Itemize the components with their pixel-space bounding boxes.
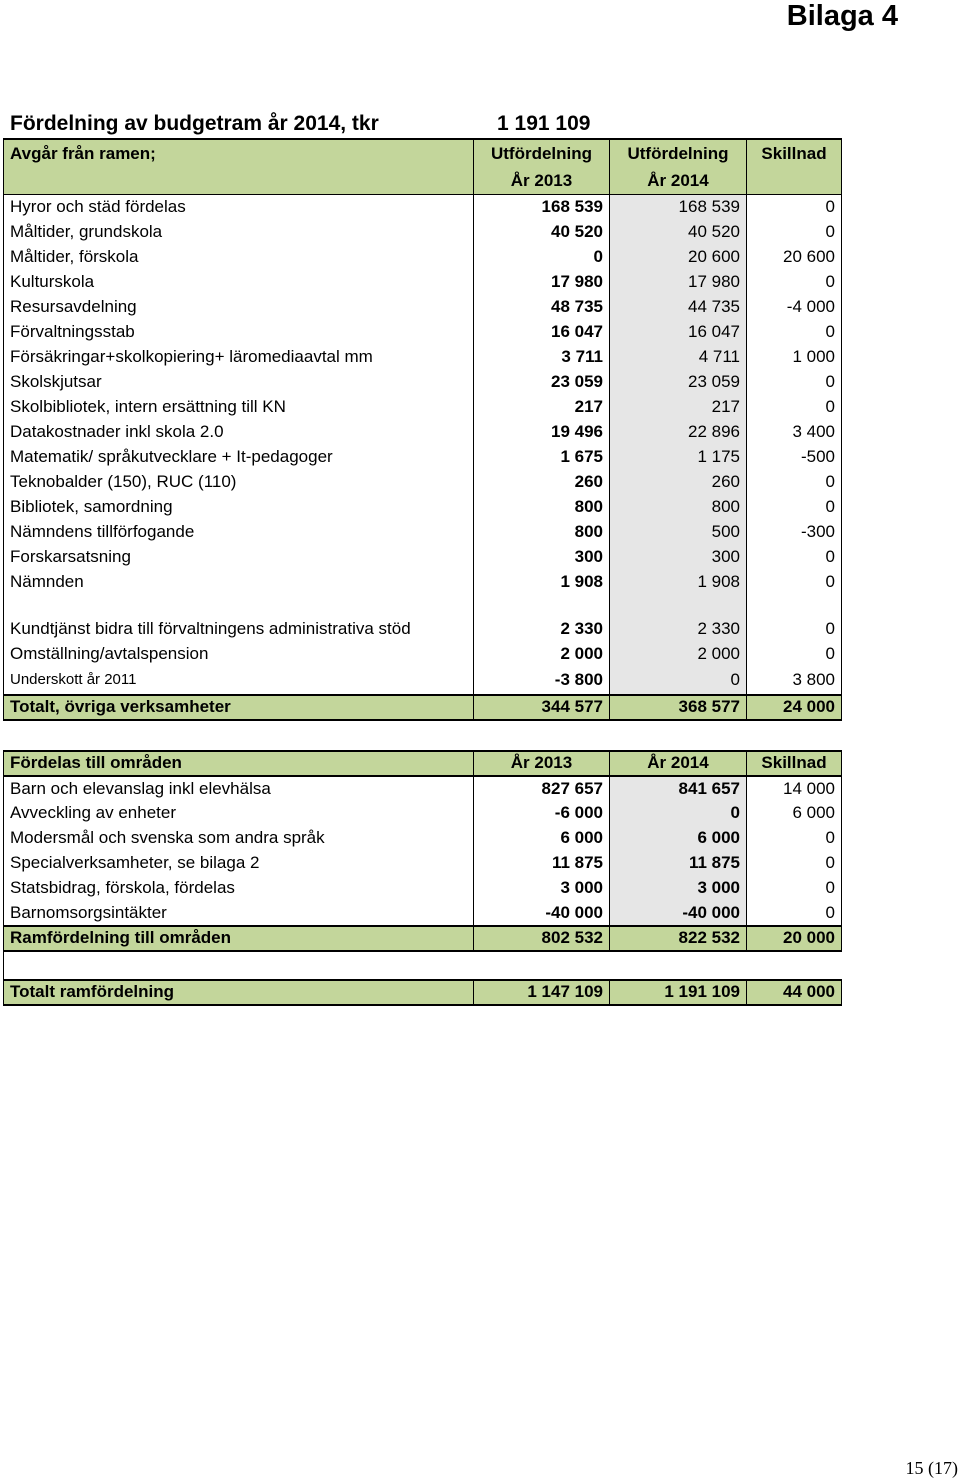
row-label: Datakostnader inkl skola 2.0 bbox=[4, 420, 474, 445]
cell-2014: 217 bbox=[610, 395, 747, 420]
cell-2014: 300 bbox=[610, 545, 747, 570]
row-label: Förvaltningsstab bbox=[4, 320, 474, 345]
cell-2014: 1 908 bbox=[610, 570, 747, 595]
row-label: Nämnden bbox=[4, 570, 474, 595]
cell-2013: 300 bbox=[474, 545, 610, 570]
cell-2013: 2 330 bbox=[474, 595, 610, 642]
row-label: Totalt, övriga verksamheter bbox=[4, 695, 474, 720]
table-row bbox=[4, 495, 842, 520]
cell-diff: -4 000 bbox=[747, 295, 842, 320]
cell-diff: 20 600 bbox=[747, 245, 842, 270]
cell-diff: 3 400 bbox=[747, 420, 842, 445]
grand-total-row bbox=[4, 980, 842, 1005]
row-label: Nämndens tillförfogande bbox=[4, 520, 474, 545]
cell-2013: 17 980 bbox=[474, 270, 610, 295]
area-distribution-table bbox=[3, 750, 842, 1006]
cell-diff: 0 bbox=[747, 642, 842, 667]
cell-2014: 0 bbox=[610, 801, 747, 826]
cell-2013: 802 532 bbox=[474, 926, 610, 951]
cell-2013: 217 bbox=[474, 395, 610, 420]
cell-diff: 3 800 bbox=[747, 667, 842, 695]
header-col-2013: Utfördelning År 2013 bbox=[474, 139, 610, 195]
header-col-2014: Utfördelning År 2014 bbox=[610, 139, 747, 195]
cell-2013: 800 bbox=[474, 520, 610, 545]
cell-2014: 0 bbox=[610, 667, 747, 695]
cell-diff: 0 bbox=[747, 195, 842, 220]
row-label: Matematik/ språkutvecklare + It-pedagoger bbox=[4, 445, 474, 470]
header-label: Fördelas till områden bbox=[4, 751, 474, 776]
cell-2013: 0 bbox=[474, 245, 610, 270]
cell-2014: 22 896 bbox=[610, 420, 747, 445]
cell-2014: 168 539 bbox=[610, 195, 747, 220]
cell-2013: 3 711 bbox=[474, 345, 610, 370]
cell-2013: 40 520 bbox=[474, 220, 610, 245]
cell-2014: 6 000 bbox=[610, 826, 747, 851]
total-row bbox=[4, 695, 842, 720]
budget-total: 1 191 109 bbox=[497, 112, 591, 135]
cell-2013: 11 875 bbox=[474, 851, 610, 876]
allocation-table bbox=[3, 138, 842, 721]
appendix-label: Bilaga 4 bbox=[786, 0, 898, 32]
table-row bbox=[4, 345, 842, 370]
table-row bbox=[4, 570, 842, 595]
table-row bbox=[4, 270, 842, 295]
cell-2013: 48 735 bbox=[474, 295, 610, 320]
table-row bbox=[4, 642, 842, 667]
cell-diff: 0 bbox=[747, 851, 842, 876]
cell-diff: -500 bbox=[747, 445, 842, 470]
cell-2013: 1 675 bbox=[474, 445, 610, 470]
row-label: Teknobalder (150), RUC (110) bbox=[4, 470, 474, 495]
header-col-diff: Skillnad bbox=[747, 751, 842, 776]
cell-2014: 40 520 bbox=[610, 220, 747, 245]
cell-2014: 822 532 bbox=[610, 926, 747, 951]
cell-2014: 1 175 bbox=[610, 445, 747, 470]
row-label: Hyror och städ fördelas bbox=[4, 195, 474, 220]
row-label: Modersmål och svenska som andra språk bbox=[4, 826, 474, 851]
row-label: Underskott år 2011 bbox=[4, 667, 474, 695]
row-label: Kundtjänst bidra till förvaltningens administrativa stöd bbox=[4, 595, 474, 642]
cell-2014: 500 bbox=[610, 520, 747, 545]
cell-diff: 0 bbox=[747, 395, 842, 420]
cell-diff: 0 bbox=[747, 220, 842, 245]
cell-2014: 20 600 bbox=[610, 245, 747, 270]
cell-2013: -6 000 bbox=[474, 801, 610, 826]
cell-2013: 1 908 bbox=[474, 570, 610, 595]
cell-2014: 4 711 bbox=[610, 345, 747, 370]
cell-2014: 17 980 bbox=[610, 270, 747, 295]
table-row bbox=[4, 445, 842, 470]
table-row bbox=[4, 901, 842, 926]
cell-diff: 0 bbox=[747, 495, 842, 520]
cell-2013: -3 800 bbox=[474, 667, 610, 695]
cell-diff: 44 000 bbox=[747, 980, 842, 1005]
table-row bbox=[4, 370, 842, 395]
cell-2014: 800 bbox=[610, 495, 747, 520]
table-row bbox=[4, 667, 842, 695]
cell-2013: 6 000 bbox=[474, 826, 610, 851]
row-label: Barn och elevanslag inkl elevhälsa bbox=[4, 776, 474, 801]
cell-2014: 2 330 bbox=[610, 595, 747, 642]
table-row bbox=[4, 395, 842, 420]
row-label: Forskarsatsning bbox=[4, 545, 474, 570]
table-row bbox=[4, 545, 842, 570]
cell-2014: 1 191 109 bbox=[610, 980, 747, 1005]
spacer-row bbox=[4, 951, 842, 980]
cell-2013: 344 577 bbox=[474, 695, 610, 720]
row-label: Totalt ramfördelning bbox=[4, 980, 474, 1005]
row-label: Kulturskola bbox=[4, 270, 474, 295]
header-col-2013: År 2013 bbox=[474, 751, 610, 776]
row-label: Måltider, grundskola bbox=[4, 220, 474, 245]
row-label: Specialverksamheter, se bilaga 2 bbox=[4, 851, 474, 876]
cell-2014: 368 577 bbox=[610, 695, 747, 720]
cell-diff: 0 bbox=[747, 320, 842, 345]
cell-2014: -40 000 bbox=[610, 901, 747, 926]
cell-2014: 11 875 bbox=[610, 851, 747, 876]
cell-diff: 0 bbox=[747, 826, 842, 851]
cell-diff: 1 000 bbox=[747, 345, 842, 370]
row-label: Resursavdelning bbox=[4, 295, 474, 320]
table-row bbox=[4, 295, 842, 320]
cell-diff: -300 bbox=[747, 520, 842, 545]
row-label: Skolskjutsar bbox=[4, 370, 474, 395]
cell-diff: 0 bbox=[747, 545, 842, 570]
cell-diff: 14 000 bbox=[747, 776, 842, 801]
cell-diff: 0 bbox=[747, 595, 842, 642]
cell-diff: 24 000 bbox=[747, 695, 842, 720]
cell-2013: 19 496 bbox=[474, 420, 610, 445]
table-row bbox=[4, 320, 842, 345]
cell-2013: 800 bbox=[474, 495, 610, 520]
cell-2014: 44 735 bbox=[610, 295, 747, 320]
cell-2013: 260 bbox=[474, 470, 610, 495]
cell-2013: 3 000 bbox=[474, 876, 610, 901]
row-label: Skolbibliotek, intern ersättning till KN bbox=[4, 395, 474, 420]
cell-diff: 0 bbox=[747, 270, 842, 295]
cell-diff: 0 bbox=[747, 876, 842, 901]
cell-2014: 2 000 bbox=[610, 642, 747, 667]
cell-2014: 23 059 bbox=[610, 370, 747, 395]
row-label: Försäkringar+skolkopiering+ läromediaavtal mm bbox=[4, 345, 474, 370]
cell-2013: 16 047 bbox=[474, 320, 610, 345]
cell-2013: 827 657 bbox=[474, 776, 610, 801]
cell-diff: 0 bbox=[747, 901, 842, 926]
table-row bbox=[4, 520, 842, 545]
cell-diff: 20 000 bbox=[747, 926, 842, 951]
row-label: Ramfördelning till områden bbox=[4, 926, 474, 951]
cell-diff: 0 bbox=[747, 470, 842, 495]
cell-2013: 23 059 bbox=[474, 370, 610, 395]
header-col-2014: År 2014 bbox=[610, 751, 747, 776]
page-number: 15 (17) bbox=[905, 1458, 958, 1478]
table-row bbox=[4, 801, 842, 826]
cell-2014: 260 bbox=[610, 470, 747, 495]
total-row bbox=[4, 926, 842, 951]
row-label: Omställning/avtalspension bbox=[4, 642, 474, 667]
header-label: Avgår från ramen; bbox=[4, 139, 474, 195]
header-col-diff: Skillnad bbox=[747, 139, 842, 195]
row-label: Måltider, förskola bbox=[4, 245, 474, 270]
cell-2014: 16 047 bbox=[610, 320, 747, 345]
table-header-row bbox=[4, 751, 842, 776]
cell-2013: 1 147 109 bbox=[474, 980, 610, 1005]
table-header-row bbox=[4, 139, 842, 195]
cell-diff: 0 bbox=[747, 370, 842, 395]
table-row bbox=[4, 595, 842, 642]
row-label: Barnomsorgsintäkter bbox=[4, 901, 474, 926]
table-row bbox=[4, 195, 842, 220]
table-row bbox=[4, 220, 842, 245]
row-label: Avveckling av enheter bbox=[4, 801, 474, 826]
table-row bbox=[4, 245, 842, 270]
cell-2013: 2 000 bbox=[474, 642, 610, 667]
cell-2013: -40 000 bbox=[474, 901, 610, 926]
cell-diff: 0 bbox=[747, 570, 842, 595]
cell-2014: 3 000 bbox=[610, 876, 747, 901]
table-row bbox=[4, 851, 842, 876]
table-row bbox=[4, 470, 842, 495]
table-row bbox=[4, 826, 842, 851]
table-row bbox=[4, 420, 842, 445]
cell-2013: 168 539 bbox=[474, 195, 610, 220]
table-row bbox=[4, 876, 842, 901]
table-row bbox=[4, 776, 842, 801]
row-label: Statsbidrag, förskola, fördelas bbox=[4, 876, 474, 901]
cell-2014: 841 657 bbox=[610, 776, 747, 801]
cell-diff: 6 000 bbox=[747, 801, 842, 826]
row-label: Bibliotek, samordning bbox=[4, 495, 474, 520]
page-title: Fördelning av budgetram år 2014, tkr bbox=[10, 112, 379, 135]
